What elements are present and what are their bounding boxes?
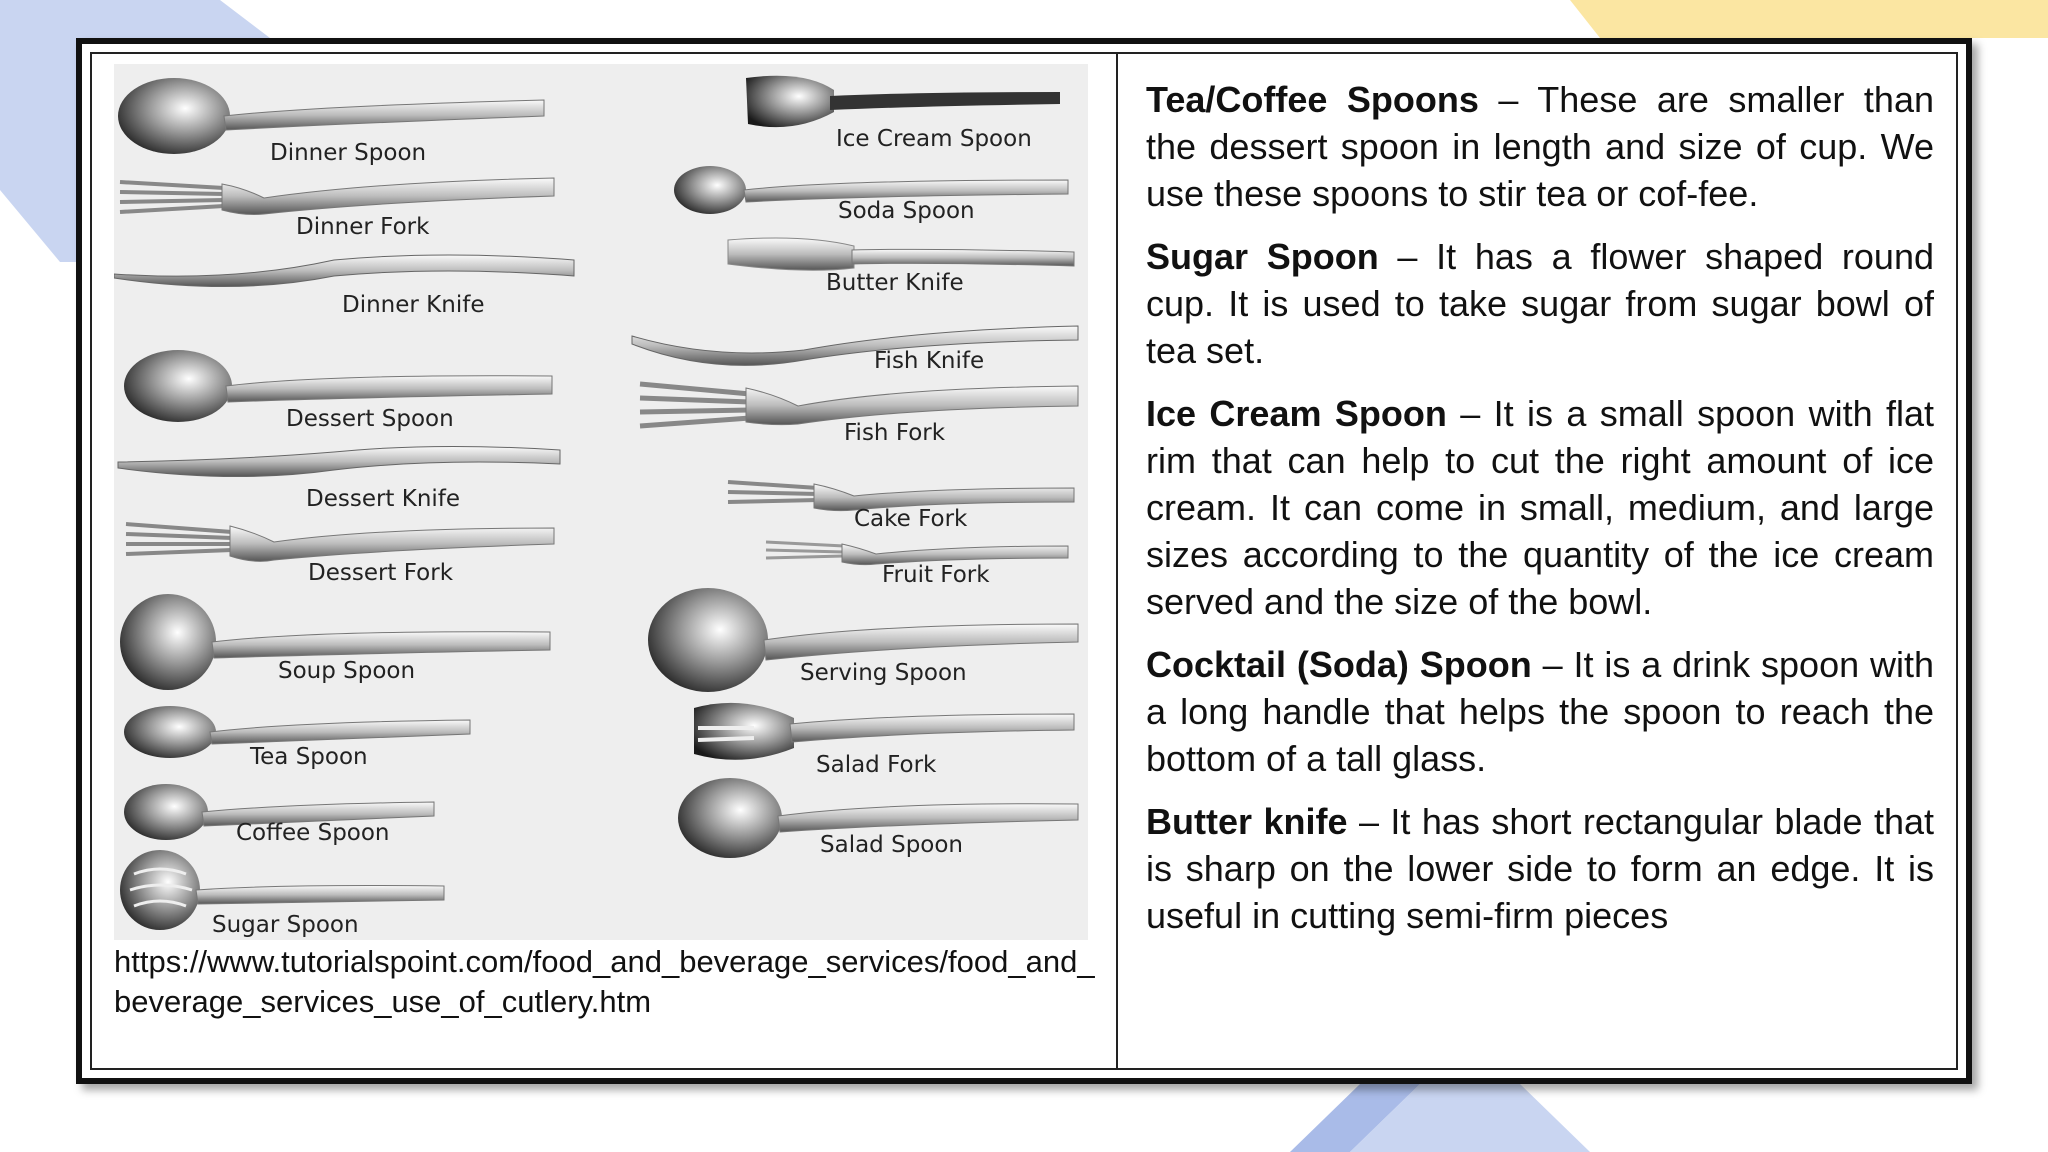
term: Tea/Coffee Spoons	[1146, 79, 1479, 120]
definition: – It has a flower shaped round cup. It is used to take sugar from sugar bowl of tea set.	[1146, 236, 1934, 371]
label-salad-fork: Salad Fork	[816, 752, 937, 778]
label-dinner-spoon: Dinner Spoon	[270, 140, 427, 166]
label-sugar-spoon: Sugar Spoon	[212, 912, 359, 938]
definition: – It is a small spoon with flat rim that can help to cut the right amount of ice cream. It can come in small, medium, and large sizes according to the quantity of the ice cream served and the size of the bowl.	[1146, 393, 1934, 622]
dinner-knife-icon	[114, 255, 574, 287]
butter-knife-icon	[728, 238, 1074, 270]
term: Butter knife	[1146, 801, 1348, 842]
label-fish-fork: Fish Fork	[844, 420, 946, 446]
label-salad-spoon: Salad Spoon	[820, 832, 964, 858]
label-serving-spoon: Serving Spoon	[800, 660, 967, 686]
term: Ice Cream Spoon	[1146, 393, 1447, 434]
label-butter-knife: Butter Knife	[826, 270, 964, 296]
label-tea-spoon: Tea Spoon	[250, 744, 368, 770]
description-butter-knife	[1146, 798, 1934, 939]
definition: – It is a drink spoon with a long handle that helps the spoon to reach the bottom of a tall glass.	[1146, 644, 1934, 779]
ice-cream-spoon-icon	[746, 76, 1060, 127]
description-cocktail-spoon	[1146, 641, 1934, 782]
term: Sugar Spoon	[1146, 236, 1379, 277]
label-dessert-fork: Dessert Fork	[308, 560, 454, 586]
label-fruit-fork: Fruit Fork	[882, 562, 990, 588]
definition: – It has short rectangular blade that is sharp on the lower side to form an edge. It is useful in cutting semi-firm pieces	[1146, 801, 1934, 936]
content-box	[90, 52, 1958, 1070]
term: Cocktail (Soda) Spoon	[1146, 644, 1532, 685]
label-dessert-knife: Dessert Knife	[306, 486, 461, 512]
label-dessert-spoon: Dessert Spoon	[286, 406, 454, 432]
slide-frame	[76, 38, 1972, 1084]
description-tea-coffee-spoons	[1146, 76, 1934, 217]
definition: – These are smaller than the dessert spoon in length and size of cup. We use these spoons to stir tea or cof-fee.	[1146, 79, 1934, 214]
cutlery-illustration	[114, 64, 1088, 940]
descriptions-column	[1146, 76, 1934, 1076]
dessert-fork-icon	[126, 524, 554, 561]
source-url[interactable]: https://www.tutorialspoint.com/food_and_beverage_services/food_and_beverage_services_use_of_cutlery.htm	[114, 944, 1095, 1019]
description-ice-cream-spoon	[1146, 390, 1934, 625]
label-dinner-fork: Dinner Fork	[296, 214, 430, 240]
dinner-fork-icon	[120, 178, 554, 215]
label-fish-knife: Fish Knife	[874, 348, 985, 374]
cutlery-drawing	[114, 64, 1088, 940]
dessert-knife-icon	[118, 446, 560, 476]
fish-knife-icon	[632, 326, 1078, 365]
label-coffee-spoon: Coffee Spoon	[236, 820, 390, 846]
description-sugar-spoon	[1146, 233, 1934, 374]
label-soda-spoon: Soda Spoon	[838, 198, 975, 224]
label-dinner-knife: Dinner Knife	[342, 292, 485, 318]
label-soup-spoon: Soup Spoon	[278, 658, 416, 684]
label-ice-cream-spoon: Ice Cream Spoon	[836, 126, 1032, 152]
column-divider	[1116, 54, 1118, 1068]
label-cake-fork: Cake Fork	[854, 506, 968, 532]
